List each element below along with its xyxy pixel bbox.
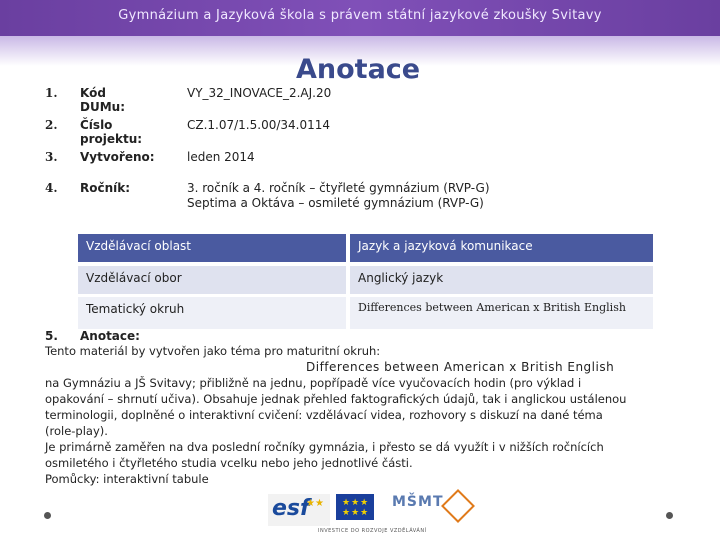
info-value: 3. ročník a 4. ročník – čtyřleté gymnázium (RVP-G) [187, 181, 490, 195]
annotation-line: opakování – shrnutí učiva). Obsahuje jednak přehled faktografických údajů, tak i anglickou ustálenou [45, 392, 627, 406]
info-value: CZ.1.07/1.5.00/34.0114 [187, 118, 331, 132]
info-label: Číslo projektu: [80, 118, 143, 146]
annotation-line: (role-play). [45, 424, 108, 438]
diamond-icon [441, 489, 475, 523]
header-title: Gymnázium a Jazyková škola s právem státní jazykové zkoušky Svitavy [118, 8, 602, 23]
star-icon: ★★ [306, 498, 324, 509]
info-number: 3. [45, 150, 58, 164]
annotation-line: Pomůcky: interaktivní tabule [45, 472, 209, 486]
table-cell-value: Jazyk a jazyková komunikace [350, 234, 653, 262]
msmt-logo [388, 492, 444, 524]
table-row [78, 266, 653, 294]
slide-header [0, 0, 720, 40]
eu-flag-logo [336, 494, 374, 520]
annotation-line: na Gymnáziu a JŠ Svitavy; přibližně na jednu, popřípadě více vyučovacích hodin (pro výklad i [45, 376, 582, 390]
table-cell-label: Tematický okruh [78, 297, 346, 329]
annotation-line: osmiletého i čtyřletého studia vcelku nebo jeho jednotlivé části. [45, 456, 413, 470]
info-label: Vytvořeno: [80, 150, 155, 164]
info-value: VY_32_INOVACE_2.AJ.20 [187, 86, 332, 100]
esf-logo-text: esf [272, 496, 310, 521]
msmt-logo-text: MŠMT [392, 494, 444, 510]
table-row [78, 297, 653, 329]
info-value: leden 2014 [187, 150, 255, 164]
annotation-intro: Tento materiál by vytvořen jako téma pro maturitní okruh: [45, 344, 381, 358]
bullet-dot-icon [44, 512, 51, 519]
slide-title: Anotace [296, 54, 421, 85]
info-number: 4. [45, 181, 58, 195]
op-logo [440, 492, 474, 524]
table-cell-value: Differences between American x British English [350, 297, 653, 329]
annotation-number: 5. [45, 329, 58, 343]
table-cell-label: Vzdělávací oblast [78, 234, 346, 262]
table-cell-label: Vzdělávací obor [78, 266, 346, 294]
info-number: 1. [45, 86, 58, 100]
table-row [78, 234, 653, 262]
info-value-second-line: Septima a Oktáva – osmileté gymnázium (RVP-G) [187, 196, 484, 210]
star-icon: ★★★ ★★★ [342, 498, 370, 518]
annotation-line: terminologii, doplněné o interaktivní cvičení: vzdělávací videa, rozhovory s diskuzí na dané téma [45, 408, 603, 422]
annotation-line: Je primárně zaměřen na dva poslední ročníky gymnázia, i přesto se dá využít i v nižších ročnících [45, 440, 604, 454]
annotation-label: Anotace: [80, 329, 140, 343]
info-number: 2. [45, 118, 58, 132]
logos-caption: INVESTICE DO ROZVOJE VZDĚLÁVÁNÍ [318, 528, 427, 534]
info-label: Ročník: [80, 181, 131, 195]
table-cell-value: Anglický jazyk [350, 266, 653, 294]
esf-logo [268, 494, 330, 526]
bullet-dot-icon [666, 512, 673, 519]
info-label: Kód DUMu: [80, 86, 125, 114]
funding-logos [268, 492, 478, 538]
annotation-topic: Differences between American x British English [306, 360, 615, 374]
